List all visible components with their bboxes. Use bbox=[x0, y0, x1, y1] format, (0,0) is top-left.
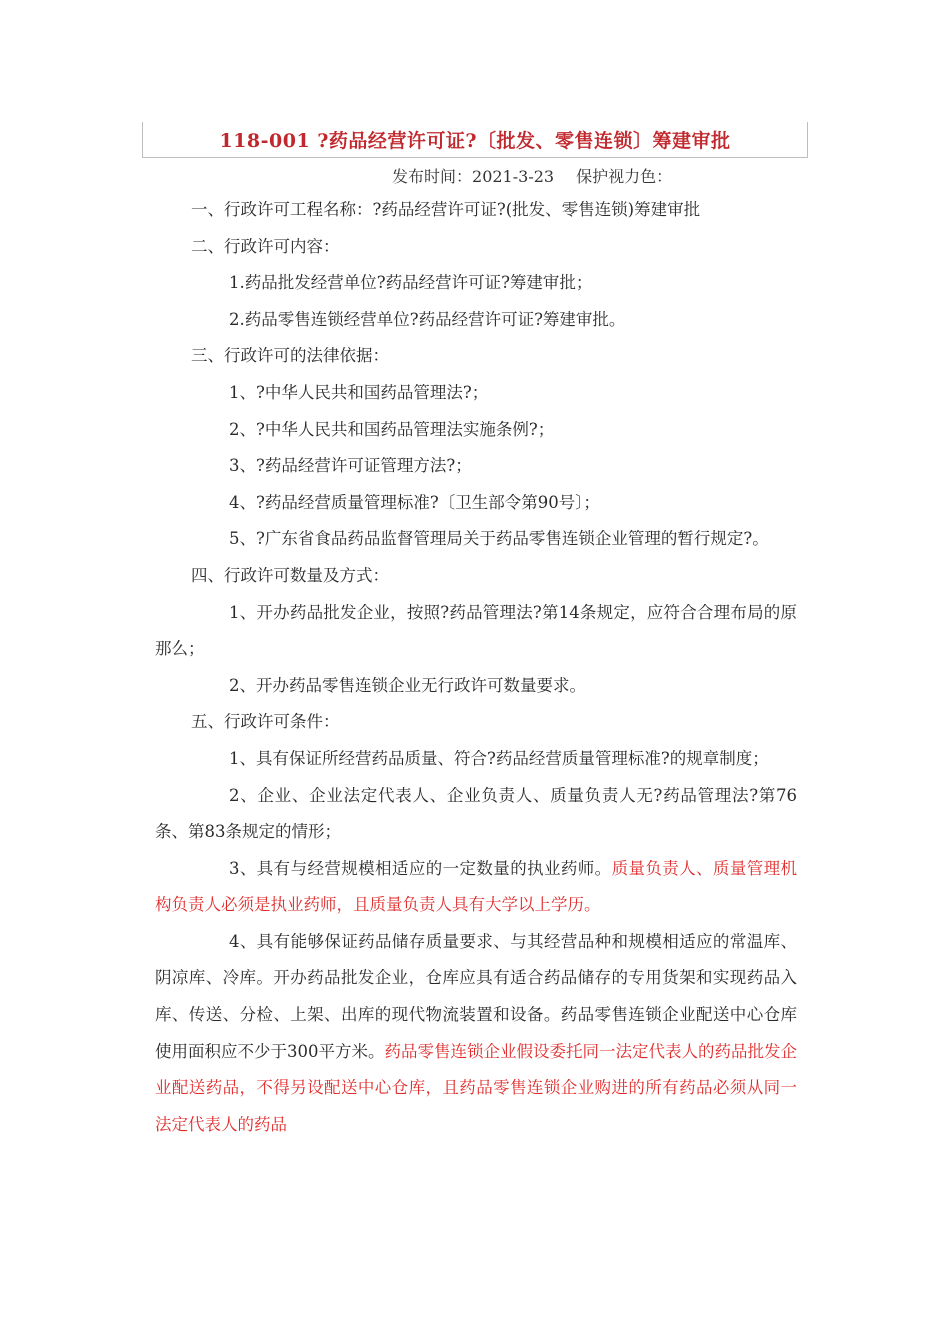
section-4-heading: 四、行政许可数量及方式： bbox=[191, 565, 389, 585]
section-5-item: 2、企业、企业法定代表人、企业负责人、质量负责人无?药品管理法?第76条、第83条规定的情形； bbox=[155, 785, 797, 842]
section-2-item: 1.药品批发经营单位?药品经营许可证?筹建审批； bbox=[229, 273, 593, 293]
eye-color-label[interactable]: 保护视力色： bbox=[576, 167, 673, 186]
section-5-heading: 五、行政许可条件： bbox=[191, 712, 340, 732]
section-5-item bbox=[155, 851, 797, 924]
section-3-item: 3、?药品经营许可证管理方法?； bbox=[229, 456, 472, 476]
section-3-item: 4、?药品经营质量管理标准?〔卫生部令第90号〕； bbox=[229, 492, 600, 512]
section-5-item bbox=[155, 924, 797, 1144]
publish-info bbox=[392, 164, 672, 187]
section-3-item: 5、?广东省食品药品监督管理局关于药品零售连锁企业管理的暂行规定?。 bbox=[229, 529, 769, 549]
document-body bbox=[155, 192, 797, 1143]
section-2-heading: 二、行政许可内容： bbox=[191, 236, 340, 256]
item-text: 4、具有能够保证药品储存质量要求、与其经营品种和规模相适应的常温库、阴凉库、冷库。开办药品批发企业，仓库应具有适合药品储存的专用货架和实现药品入库、传送、分检、上架、出库的现代物流装置和设备。药品零售连锁企业配送中心仓库使用面积应不少于300平方米。 bbox=[155, 931, 797, 1061]
section-2-item: 2.药品零售连锁经营单位?药品经营许可证?筹建审批。 bbox=[229, 309, 626, 329]
section-4-item: 2、开办药品零售连锁企业无行政许可数量要求。 bbox=[229, 675, 586, 695]
section-5-item: 1、具有保证所经营药品质量、符合?药品经营质量管理标准?的规章制度； bbox=[229, 748, 769, 768]
section-3-heading: 三、行政许可的法律依据： bbox=[191, 346, 389, 366]
section-3-item: 2、?中华人民共和国药品管理法实施条例?； bbox=[229, 419, 555, 439]
page-title: 118-001 ?药品经营许可证?〔批发、零售连锁〕筹建审批 bbox=[219, 130, 731, 152]
section-3-item: 1、?中华人民共和国药品管理法?； bbox=[229, 382, 489, 402]
title-frame bbox=[142, 122, 808, 158]
publish-date: 2021-3-23 bbox=[472, 167, 555, 186]
section-1-heading: 一、行政许可工程名称：?药品经营许可证?(批发、零售连锁)筹建审批 bbox=[191, 200, 701, 219]
publish-label: 发布时间： bbox=[392, 167, 473, 186]
highlighted-text: 药品零售连锁企业假设委托同一法定代表人的药品批发企业配送药品，不得另设配送中心仓库，且药品零售连锁企业购进的所有药品必须从同一法定代表人的药品 bbox=[155, 1041, 797, 1134]
highlighted-text: 质量负责人、质量管理机构负责人必须是执业药师，且质量负责人具有大学以上学历。 bbox=[155, 858, 798, 915]
section-4-item: 1、开办药品批发企业，按照?药品管理法?第14条规定，应符合合理布局的原那么； bbox=[155, 602, 797, 659]
item-text: 3、具有与经营规模相适应的一定数量的执业药师。 bbox=[229, 858, 612, 878]
